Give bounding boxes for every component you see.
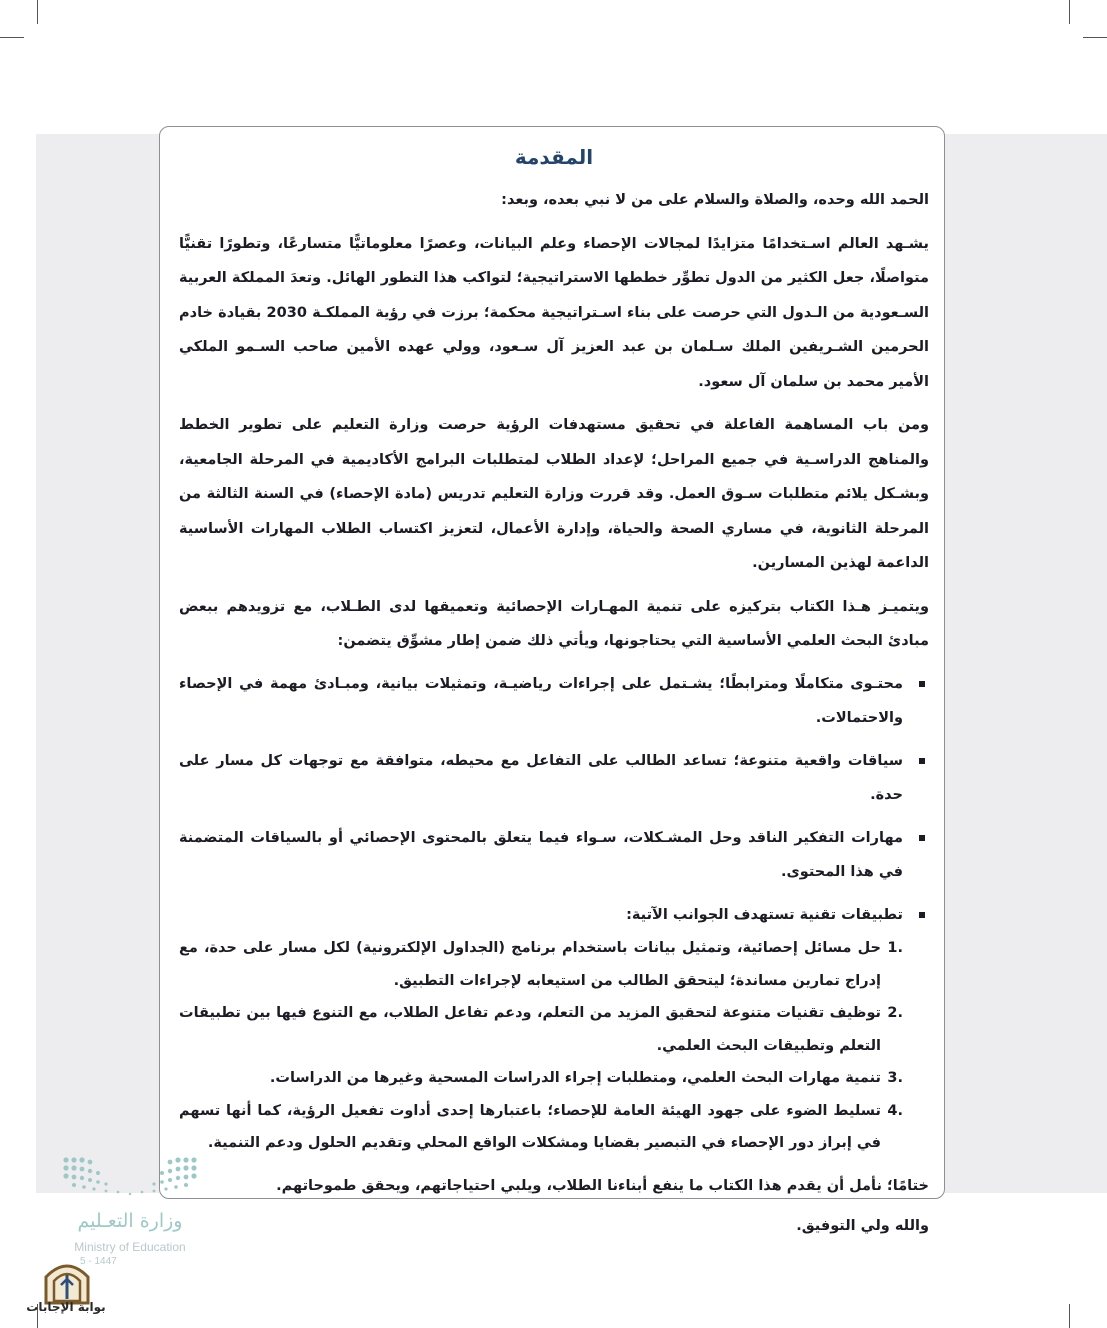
answers-portal-name: بوابة الإجابات (26, 1300, 106, 1314)
numbered-item-text: حل مسائل إحصائية، وتمثيل بيانات باستخدام برنامج (الجداول الإلكترونية) لكل مسار على حدة، مع إدراج تمارين مساندة؛ ليتحقق الطالب من استيعابه لإجراءات التطبيق. (179, 940, 881, 989)
intro-paragraph: الحمد الله وحده، والصلاة والسلام على من لا نبي بعده، وبعد: (501, 192, 929, 208)
numbered-item (179, 997, 929, 1062)
item-number: 2. (887, 1005, 903, 1021)
list-item-text: سياقات واقعية متنوعة؛ تساعد الطالب على التفاعل مع محيطه، متوافقة مع توجهات كل مسار على حدة. (179, 752, 903, 803)
list-item-text: تطبيقات تقنية تستهدف الجوانب الآتية: (626, 906, 903, 923)
introduction-card (159, 126, 945, 1234)
closing-paragraph: ختامًا؛ نأمل أن يقدم هذا الكتاب ما ينفع أبناءنا الطلاب، ويلبي احتياجاتهم، ويحقق طموحاتهم. (276, 1177, 929, 1194)
paragraph-3: ويتميـز هـذا الكتاب بتركيزه على تنمية المهـارات الإحصائية وتعميقها لدى الطـلاب، مع تزويدهم ببعض مبادئ البحث العلمي الأساسية التي يحتاجونها، ويأتي ذلك ضمن إطار مشوِّق يتضمن: (179, 598, 929, 649)
item-number: 4. (887, 1102, 903, 1119)
ministry-name-english: Ministry of Education (74, 1240, 186, 1254)
list-item-text: محتـوى متكاملًا ومترابطًا؛ يشـتمل على إجراءات رياضيـة، وتمثيلات بيانية، ومبـادئ مهمة في الإحصاء والاحتمالات. (179, 675, 903, 726)
tech-applications-list (179, 932, 929, 1160)
numbered-item-text: تنمية مهارات البحث العلمي، ومتطلبات إجراء الدراسات المسحية وغيرها من الدراسات. (269, 1070, 881, 1086)
bullet-square-icon (919, 681, 925, 687)
ministry-logo-dots-icon (60, 1154, 200, 1198)
signoff-line: والله ولي التوفيق. (796, 1218, 929, 1234)
item-number: 1. (887, 940, 903, 956)
list-item (179, 744, 929, 813)
crop-mark (1069, 0, 1070, 24)
ministry-name-arabic: وزارة التعـليم (77, 1210, 183, 1232)
ministry-year: 5 - 1447 (80, 1256, 117, 1267)
numbered-item (179, 932, 929, 997)
paragraph-2: ومن باب المساهمة الفاعلة في تحقيق مستهدفات الرؤية حرصت وزارة التعليم على تطوير الخطط والمناهج الدراسـية في جميع المراحل؛ لإعداد الطلاب لمتطلبات البرامج الأكاديمية في المرحلة الجامعية، وبشـكل يلائم متطلبات سـوق العمل. وقد قررت وزارة التعليم تدريس (مادة الإحصاء) في السنة الثالثة من المرحلة الثانوية، في مساري الصحة والحياة، وإدارة الأعمال، لتعزيز اكتساب الطلاب المهارات الأساسية الداعمة لهذين المسارين. (179, 417, 929, 571)
crop-mark (37, 0, 38, 24)
numbered-item-text: توظيف تقنيات متنوعة لتحقيق المزيد من التعلم، ودعم تفاعل الطلاب، مع التنوع فيها بين تطبيقات التعلم وتطبيقات البحث العلمي. (179, 1005, 881, 1054)
paragraph-1: يشـهد العالم اسـتخدامًا متزايدًا لمجالات الإحصاء وعلم البيانات، وعصرًا معلوماتيًّا متسارعًا، وتطورًا تقنيًّا متواصلًا، جعل الكثير من الدول تطوِّر خططها الاستراتيجية؛ لتواكب هذا التطور الهائل. وتعدَ المملكة العربية السـعودية من الـدول التي حرصت على بناء اسـتراتيجية محكمة؛ برزت في رؤية المملكـة 2030 بقيادة خادم الحرمين الشـريفين الملك سـلمان بن عبد العزيز آل سـعود، وولي عهده الأمين صاحب السـمو الملكي الأمير محمد بن سلمان آل سعود. (179, 235, 929, 390)
numbered-item (179, 1062, 929, 1095)
page-title: المقدمة (514, 145, 594, 169)
answers-portal-logo-icon (32, 1255, 102, 1325)
list-item-text: مهارات التفكير الناقد وحل المشـكلات، سـواء فيما يتعلق بالمحتوى الإحصائي أو بالسياقات المتضمنة في هذا المحتوى. (179, 829, 903, 880)
crop-mark (0, 37, 24, 38)
numbered-item-text: تسليط الضوء على جهود الهيئة العامة للإحصاء؛ باعتبارها إحدى أداوت تفعيل الرؤية، كما أنها تسهم في إبراز دور الإحصاء في التبصير بقضايا ومشكلات الواقع المحلي وتقديم الحلول ودعم التنمية. (179, 1102, 881, 1151)
features-list (179, 667, 929, 933)
bullet-square-icon (919, 758, 925, 764)
crop-mark (1069, 1304, 1070, 1328)
list-item (179, 898, 929, 933)
crop-mark (1083, 37, 1107, 38)
list-item (179, 667, 929, 736)
list-item (179, 821, 929, 890)
bullet-square-icon (919, 835, 925, 841)
item-number: 3. (887, 1070, 903, 1086)
numbered-item (179, 1095, 929, 1160)
bullet-square-icon (919, 912, 925, 918)
card-content (179, 139, 929, 1234)
